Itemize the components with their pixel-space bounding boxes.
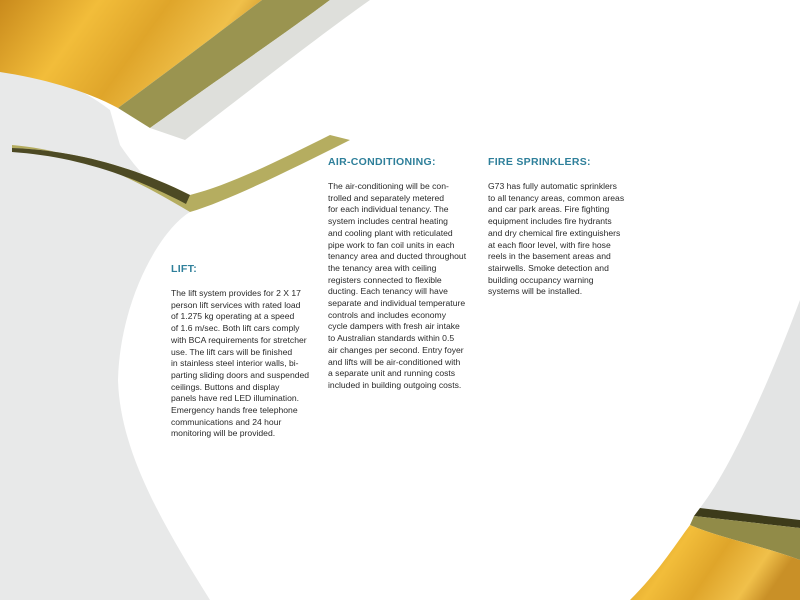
lift-line: ceilings. Buttons and display [171,381,280,392]
air-conditioning-section [328,156,466,392]
ac-line: system includes central heating [328,216,448,227]
lift-line: of 1.275 kg operating at a speed [171,311,295,322]
fire-line: at each floor level, with fire hose [488,239,611,250]
lift-line: of 1.6 m/sec. Both lift cars comply [171,323,300,334]
lift-line: parting sliding doors and suspended [171,369,310,380]
ac-line: for each individual tenancy. The [328,204,449,215]
fire-sprinklers-body [488,181,624,298]
lift-body [171,288,309,440]
ac-line: controls and includes economy [328,309,446,320]
fire-line: systems will be installed. [488,286,583,297]
ac-line: a separate unit and running costs [328,368,456,379]
fire-line: and dry chemical fire extinguishers [488,227,621,238]
fire-line: building occupancy warning [488,274,594,285]
lift-line: Emergency hands free telephone [171,405,298,416]
ac-line: the tenancy area with ceiling [328,262,437,273]
ac-line: cycle dampers with fresh air intake [328,321,460,332]
ac-line: separate and individual temperature [328,298,466,309]
ac-line: and cooling plant with reticulated [328,227,453,238]
ac-line: air changes per second. Entry foyer [328,344,464,355]
lift-line: with BCA requirements for stretcher [171,334,307,345]
fire-line: reels in the basement areas and [488,251,611,262]
lift-line: communications and 24 hour [171,416,282,427]
ac-line: pipe work to fan coil units in each [328,239,455,250]
ac-line: registers connected to flexible [328,274,442,285]
fire-line: equipment includes fire hydrants [488,216,612,227]
ac-line: trolled and separately metered [328,192,445,203]
fire-line: stairwells. Smoke detection and [488,262,609,273]
lift-heading: LIFT: [171,263,197,275]
fire-line: and car park areas. Fire fighting [488,204,610,215]
air-conditioning-heading: AIR-CONDITIONING: [328,156,436,168]
lift-section [171,263,309,440]
lift-line: in stainless steel interior walls, bi- [171,358,299,369]
ac-line: and lifts will be air-conditioned with [328,356,461,367]
grey-swoosh-right [700,300,800,520]
lift-line: panels have red LED illumination. [171,393,300,404]
lift-line: use. The lift cars will be finished [171,346,293,357]
air-conditioning-body [328,181,466,392]
ac-line: ducting. Each tenancy will have [328,286,448,297]
ac-line: included in building outgoing costs. [328,379,462,390]
ac-line: to Australian standards within 0.5 [328,333,455,344]
lift-line: monitoring will be provided. [171,428,276,439]
fire-sprinklers-section [488,156,624,298]
lift-line: person lift services with rated load [171,299,301,310]
lift-line: The lift system provides for 2 X 17 [171,288,301,298]
ac-line: tenancy area and ducted throughout [328,251,467,262]
fire-line: to all tenancy areas, common areas [488,192,625,203]
fire-sprinklers-heading: FIRE SPRINKLERS: [488,156,591,168]
fire-line: G73 has fully automatic sprinklers [488,181,617,191]
ac-line: The air-conditioning will be con- [328,181,449,191]
